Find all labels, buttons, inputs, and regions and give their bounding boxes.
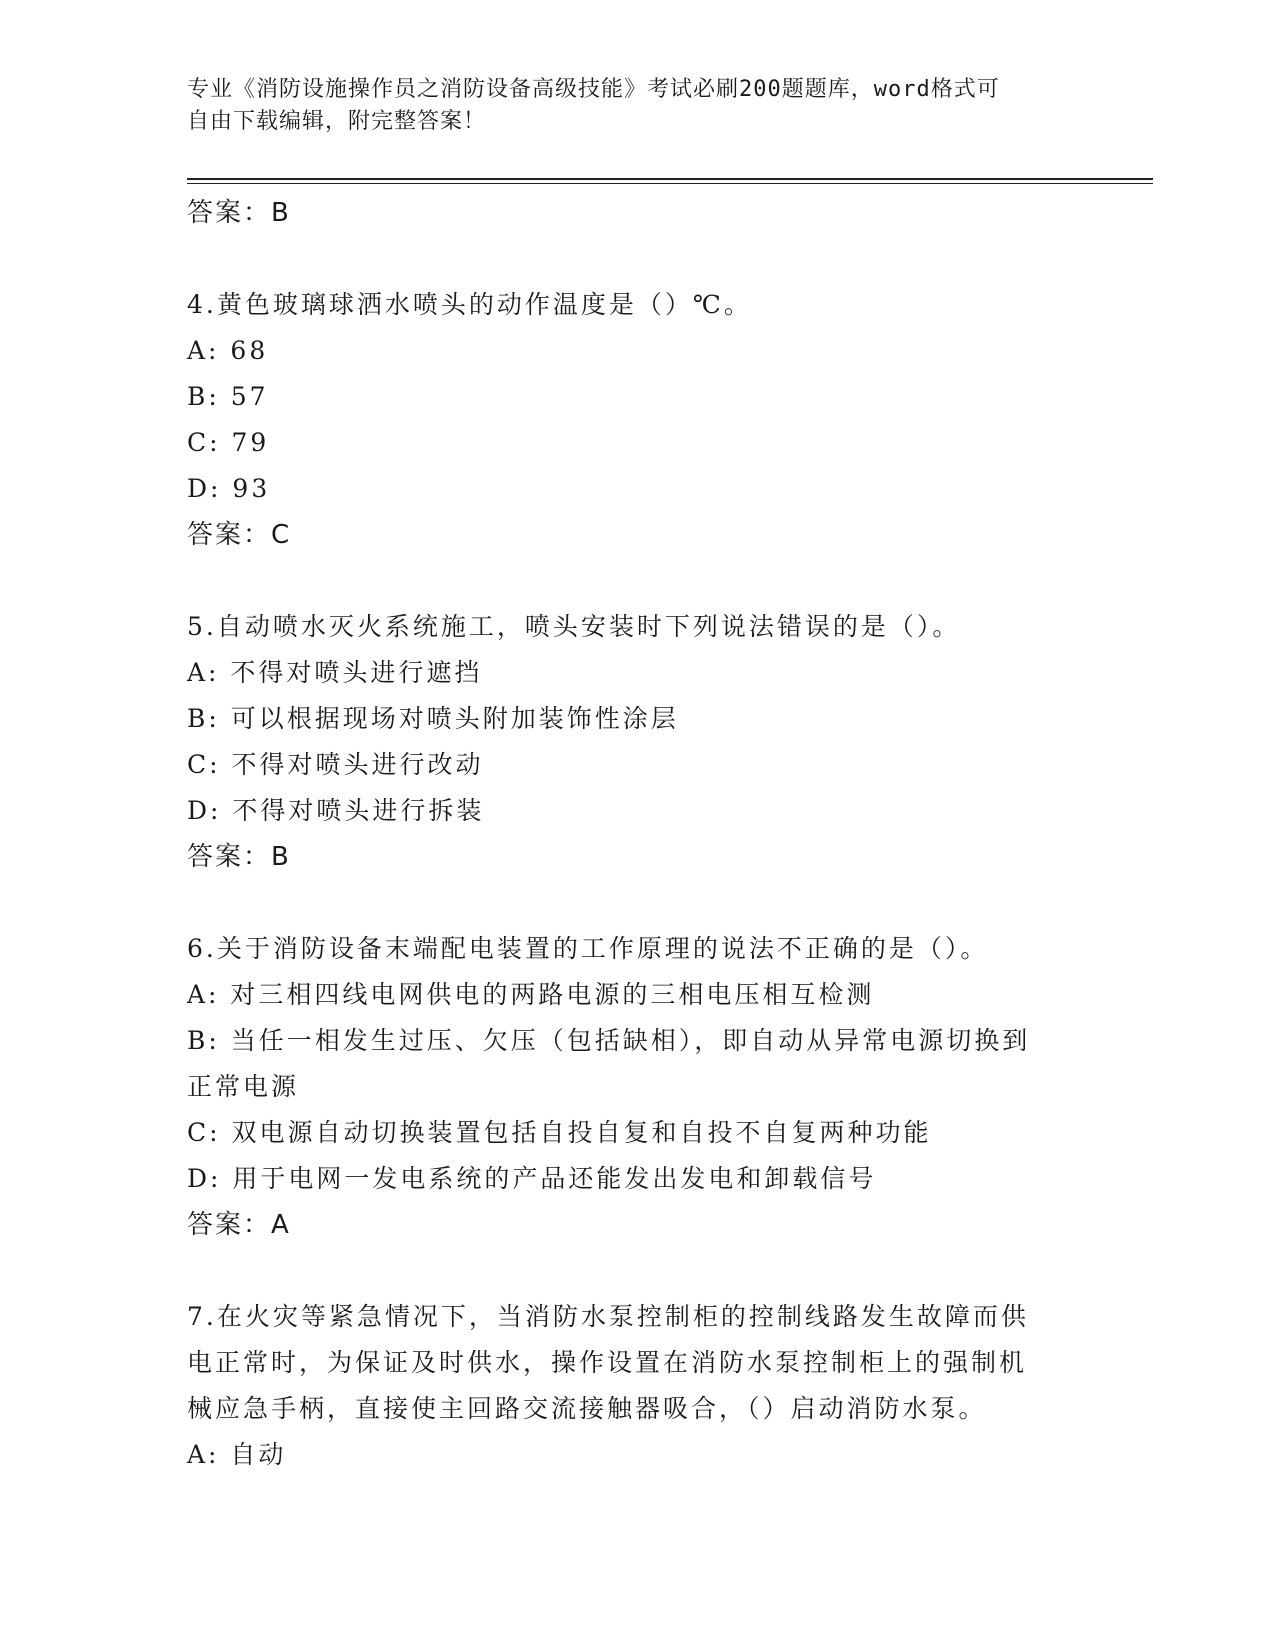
option-b: B: 57	[187, 382, 269, 411]
option-a: A: 对三相四线电网供电的两路电源的三相电压相互检测	[187, 980, 875, 1009]
document-header	[187, 74, 1067, 138]
answer-line: 答案：C	[187, 520, 292, 550]
question-block-7	[187, 1294, 1087, 1478]
question-text-line-2: 电正常时，为保证及时供水，操作设置在消防水泵控制柜上的强制机	[187, 1348, 1028, 1377]
option-c: C: 不得对喷头进行改动	[187, 750, 484, 779]
option-a: A: 不得对喷头进行遮挡	[187, 658, 483, 687]
header-line-1: 专业《消防设施操作员之消防设备高级技能》考试必刷200题题库，word格式可	[187, 77, 1000, 102]
question-block-6	[187, 926, 1087, 1248]
option-d: D: 用于电网一发电系统的产品还能发出发电和卸载信号	[187, 1164, 877, 1193]
header-divider-thin	[187, 183, 1153, 184]
option-d: D: 93	[187, 474, 271, 503]
option-c: C: 双电源自动切换装置包括自投自复和自投不自复两种功能	[187, 1118, 932, 1147]
question-text: 5.自动喷水灭火系统施工，喷头安装时下列说法错误的是（）。	[187, 612, 961, 641]
answer-line: 答案：B	[187, 198, 291, 228]
header-divider-thick	[187, 178, 1153, 180]
question-list	[187, 190, 1087, 1478]
option-a: A: 自动	[187, 1440, 287, 1469]
question-block-5	[187, 604, 1087, 880]
option-a: A: 68	[187, 336, 269, 365]
header-line-2: 自由下载编辑，附完整答案！	[187, 109, 487, 134]
option-b: B: 可以根据现场对喷头附加装饰性涂层	[187, 704, 679, 733]
spacer	[187, 558, 1087, 604]
question-text: 4.黄色玻璃球洒水喷头的动作温度是（）℃。	[187, 290, 752, 319]
answer-line: 答案：B	[187, 842, 291, 872]
question-block-4	[187, 282, 1087, 558]
option-b: B: 当任一相发生过压、欠压（包括缺相），即自动从异常电源切换到	[187, 1026, 1031, 1055]
option-b-continued: 正常电源	[187, 1072, 300, 1101]
question-text: 6.关于消防设备末端配电装置的工作原理的说法不正确的是（）。	[187, 934, 989, 963]
question-text-line-3: 械应急手柄，直接使主回路交流接触器吸合，（）启动消防水泵。	[187, 1394, 987, 1423]
question-text-line-1: 7.在火灾等紧急情况下，当消防水泵控制柜的控制线路发生故障而供	[187, 1302, 1029, 1331]
option-c: C: 79	[187, 428, 270, 457]
spacer	[187, 880, 1087, 926]
answer-line: 答案：A	[187, 1210, 291, 1240]
spacer	[187, 236, 1087, 282]
option-d: D: 不得对喷头进行拆装	[187, 796, 485, 825]
spacer	[187, 1248, 1087, 1294]
